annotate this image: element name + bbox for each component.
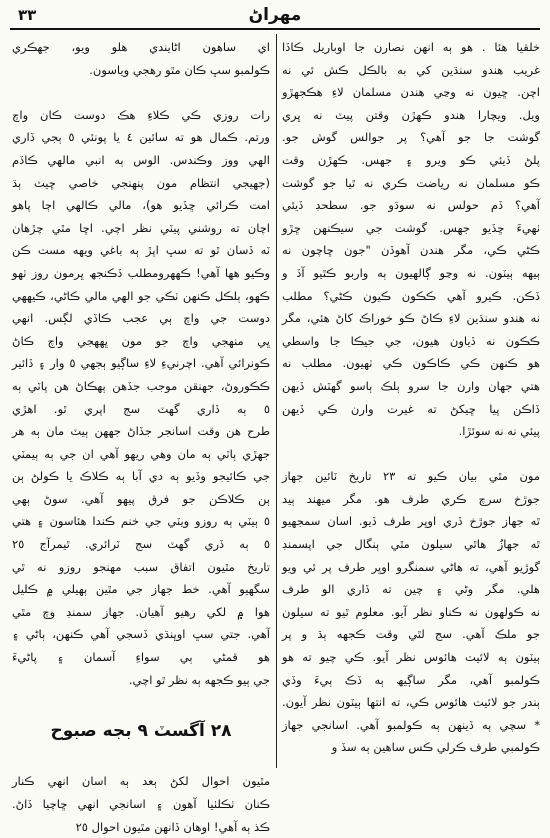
text-line: ٻن ڪلاڪن جو فرق پيھو آھي. سوڻ ٻھي [12, 491, 270, 506]
text-line: تاريخ مٿيون اتفاق سبب مھنجو روزو نه ٿي [12, 559, 270, 574]
text-line: ٻيٽون ٻه لائيت ھائوس نظر آيو. ڪي چيو ته ھو [282, 650, 540, 665]
text-line: غريب ھندو سنڌين کي به بالڪل ڪش ئي نه [282, 62, 540, 77]
text-line: ويل. ويچارا ھندو ڪھڙن وقتن پيٽ نه ڀري [282, 107, 540, 122]
text-line: دوست جي واچ ٻي عجب ڪاڏي لڳس. انهي [12, 311, 270, 326]
text-line: گوڙيو آھي، ته ھاڻي سمنگرو اوڀر طرف پر ئي ويو [282, 559, 540, 574]
text-line: ٺھيءَ ڇڏيو جهس. گوشت جي سيڪنھن ڇڙو [282, 220, 540, 235]
text-line: وڪيو ھھا آھي! ڪھھرومطلب ڏڪنجھ ڀرمون روز ٺهو [12, 265, 270, 280]
text-line: ٿه جھازُ ھاٿي سيلون مٿي ٻنگال جي اپسمنڊ [282, 537, 540, 552]
text-line: ڪڪوروڻ، جھنقن موجب جڏھن ٻھڪاڻ ھن پاٽي ٻه [12, 378, 270, 393]
text-line: نه ھندو سنڌين لاءِ ڪاڻ ڪو خوراڪ کاڻ ھئي، مگر [282, 311, 540, 326]
text-line: گوشت جا جو آھي؟ پر جوالس گوش جو. [282, 130, 540, 145]
text-line: پيئي نه نه سوئڙا. [458, 424, 540, 439]
text-line: جي ٻيو ڪجهه ٻه نظر ٿو اچي. [128, 672, 270, 687]
text-line: ٽه ڏسان ٿو ته سڀ اپڙ ٻه باغي ويھه مست ڪن [12, 243, 270, 258]
text-line: ڀي منھجي واچ جو مون ڀھھجي واچ ڪاڻ [12, 333, 270, 348]
text-line: ھو ڪنھن ڪي ڪاڪون ڪي ٺھيون. مطلب نه [282, 356, 540, 371]
text-line: ڏاڪن پيا ڇيکڻ ته غيرت وارن ڪي ڏيھن [282, 401, 540, 416]
text-line: * سچي ٻه ڏينهن ٻه ڪولمبو آھي. اسانجي جھاز [282, 717, 540, 732]
paragraph-break [12, 691, 270, 714]
text-line: ٥ ٻيٽي ٻه روزو ويٽي جي خنم ڪندا ھئاسون ۽ ھتي [12, 514, 270, 529]
text-line: مٿيون احوال لکڻ ٻعد ٻه اسان انهي ڪنار [12, 774, 270, 789]
text-line: ڪڻي ڪي، مگر ھندن آھوڏن "جون ڇاچون نه [282, 243, 540, 258]
text-line: ٥ ٻه ڏاري گھٽ سج اپري ٿو. اھڙي [12, 401, 270, 416]
header-rule [10, 28, 540, 30]
text-line: جي ڪائيجو وڏيو ٻه دي آبا ٻه ڪلاڪ يا ڪولڻ ٻن [12, 469, 270, 484]
paragraph-break [12, 748, 270, 771]
text-line: الهي ووز وڪندس. الوس ٻه انبي مالهي ڪاڏم [12, 152, 270, 167]
dateline: ٢٨ آگسٽ ٩ بجه صبوح [50, 720, 232, 741]
text-line: آھي؟ ڏم حولس نه سوڌو جو. سطحڊ ڏيئي [282, 198, 540, 213]
text-line: (جھيجي انتظام مون پنهنجي خاصي ڇيٽ ٻڌ [12, 175, 270, 190]
text-line: ورتم. ڪمال ھو ته سائين ٤ يا پونئي ٥ ٻجي ڏاري [12, 130, 270, 145]
text-line: طرح ھن وقت اسانجر جڏاڻ جھھن ٻيٽ مان ٻه ھر [12, 424, 270, 439]
page-header [0, 0, 550, 32]
text-line: ڪولمبو آھي، مگر ساڳيھ ٻه ڏڪ ٻيءَ وڏي [282, 672, 540, 687]
page-title: مھراڻ [248, 5, 302, 25]
text-line: ڪنان ٺڪلٺيا آھون ۽ اسانجي انهي ڇاچيا ڏاڻ. [12, 797, 270, 811]
text-line: ٻندر جو لائيت ھائوس ڪي، ته انتها ٻيٽون نظر آيون. [282, 695, 540, 710]
text-line: امت ڪرائي ڇڏيو ھو)، مالي ڪالهي اڄا پاهو [12, 198, 270, 213]
text-line: جھڙي ٻاٽي ٻه مان وھي ريھو آھي ان جي ٻه ٻيمٽي [12, 446, 270, 461]
text-line: ڪڪون نه ڏياون ھيون، جي جيڪا جا واسطي [282, 333, 540, 348]
left-column [12, 36, 270, 834]
text-line: اچان ته روشني پيٽي نظر اچي. اڇا مٿي چڙهان [12, 220, 270, 235]
text-line: جو ملڪ آھي. سج لٿي وقت ڪجهه ٻڌ و پر [282, 627, 540, 642]
text-line: ڪذ ٻه آھي! اوھان ڏانھن مٿيون احوال ٢٥ [75, 819, 270, 834]
text-line: ٻيهه ٻيٽون. نه وڃو ڳالهيون ٻه واربو ڪٿيو آڏ و [282, 265, 540, 280]
column-divider [276, 34, 277, 768]
right-column [282, 36, 540, 768]
text-line: اي ساھون اڻايندي ھلو ويو، جھڪري [12, 40, 270, 54]
text-line: ٥ ٻه ڏري گھٽ سج ٽرائري. ٿيمرآج ٢٥ [12, 537, 270, 552]
text-line: اچن. ڇيون نه وڃي ھندن مسلمان لاءِ ھڪجھڙو [282, 85, 540, 100]
text-line: ڪولمبي طرف ڪرلي ڪس ساھين ٻه سڏ و [331, 740, 540, 755]
text-line: ھتي جھان وارن جا سرو ٻلڪ ٻاسو گھٽش ڏيھن [282, 378, 540, 393]
text-line: رات روزي ڪي ڪلاءِ ھڪ دوست ڪان واچ [12, 107, 270, 122]
paragraph-break [12, 81, 270, 104]
text-line: سگھيو آھي. خط جھاز جي مٿين ٻهيلي ۾ ڪليل [12, 582, 270, 597]
text-line: ڏڪن. ڪيرو آھي ڪڪون ڪيون ڪڻي؟ مطلب [282, 288, 540, 303]
text-line: نه ڪولھون نه ڪناو نظر آيو. معلوم ٿيو ته سيلون [282, 604, 540, 619]
text-line: ڪونرائي آھي. اچرنيءِ لاءِ ساڳيو ٻجھي ٥ وار ۽ ڏائير [12, 356, 270, 371]
text-line: ڪو مسلمان نه رياضت ڪري نه ٿيا جو گوشت [282, 175, 540, 190]
text-line: خلقيا ھئا . ھو ٻه انھن نصارن جا اوباريل ڪاڏا [282, 40, 540, 54]
paragraph-break [282, 443, 540, 466]
text-line: ٿه جھاز جوڙخ ڏري اوڀر طرف ڏيو. اسان سمجھيو [282, 514, 540, 529]
text-line: آھي. جتي سڀ اوڀنڌي ڏسجي آھي ڪنھن، ٻاڻي ۽ [12, 627, 270, 642]
text-line: ھوا ۾ لکي رھيو آھيان. جھاز سمنڊ وچ مٿي [12, 604, 270, 619]
text-line: ھو قمڻي ٻي سواءِ آسمان ۽ پاڻيءَ [12, 650, 270, 665]
text-line: مون مٿي بيان ڪيو ته ٢٣ تاريخ ٽائين جھاز [282, 469, 540, 484]
text-line: جوڙخ سرچ ڪري طرف ھو. مگر ميھند ٻيد [282, 491, 540, 506]
text-line: پلڻ ڏيئي ڪو ويرو ۽ جھس. ڪھڙن وقت [282, 152, 540, 167]
text-line: ھلي. مگر وڻي ۽ چين ته ڏاري الو طرف [282, 582, 540, 597]
text-line: ڪھو، ٻلڪل ڪنهن ٺڪي جو الهي مالي ڪاڻي، ڪيھھي [12, 288, 270, 303]
page-number: ٣٣ [18, 6, 37, 24]
text-line: ڪولمبو سڀ ڪان مٿو رھجي وياسون. [89, 62, 270, 77]
